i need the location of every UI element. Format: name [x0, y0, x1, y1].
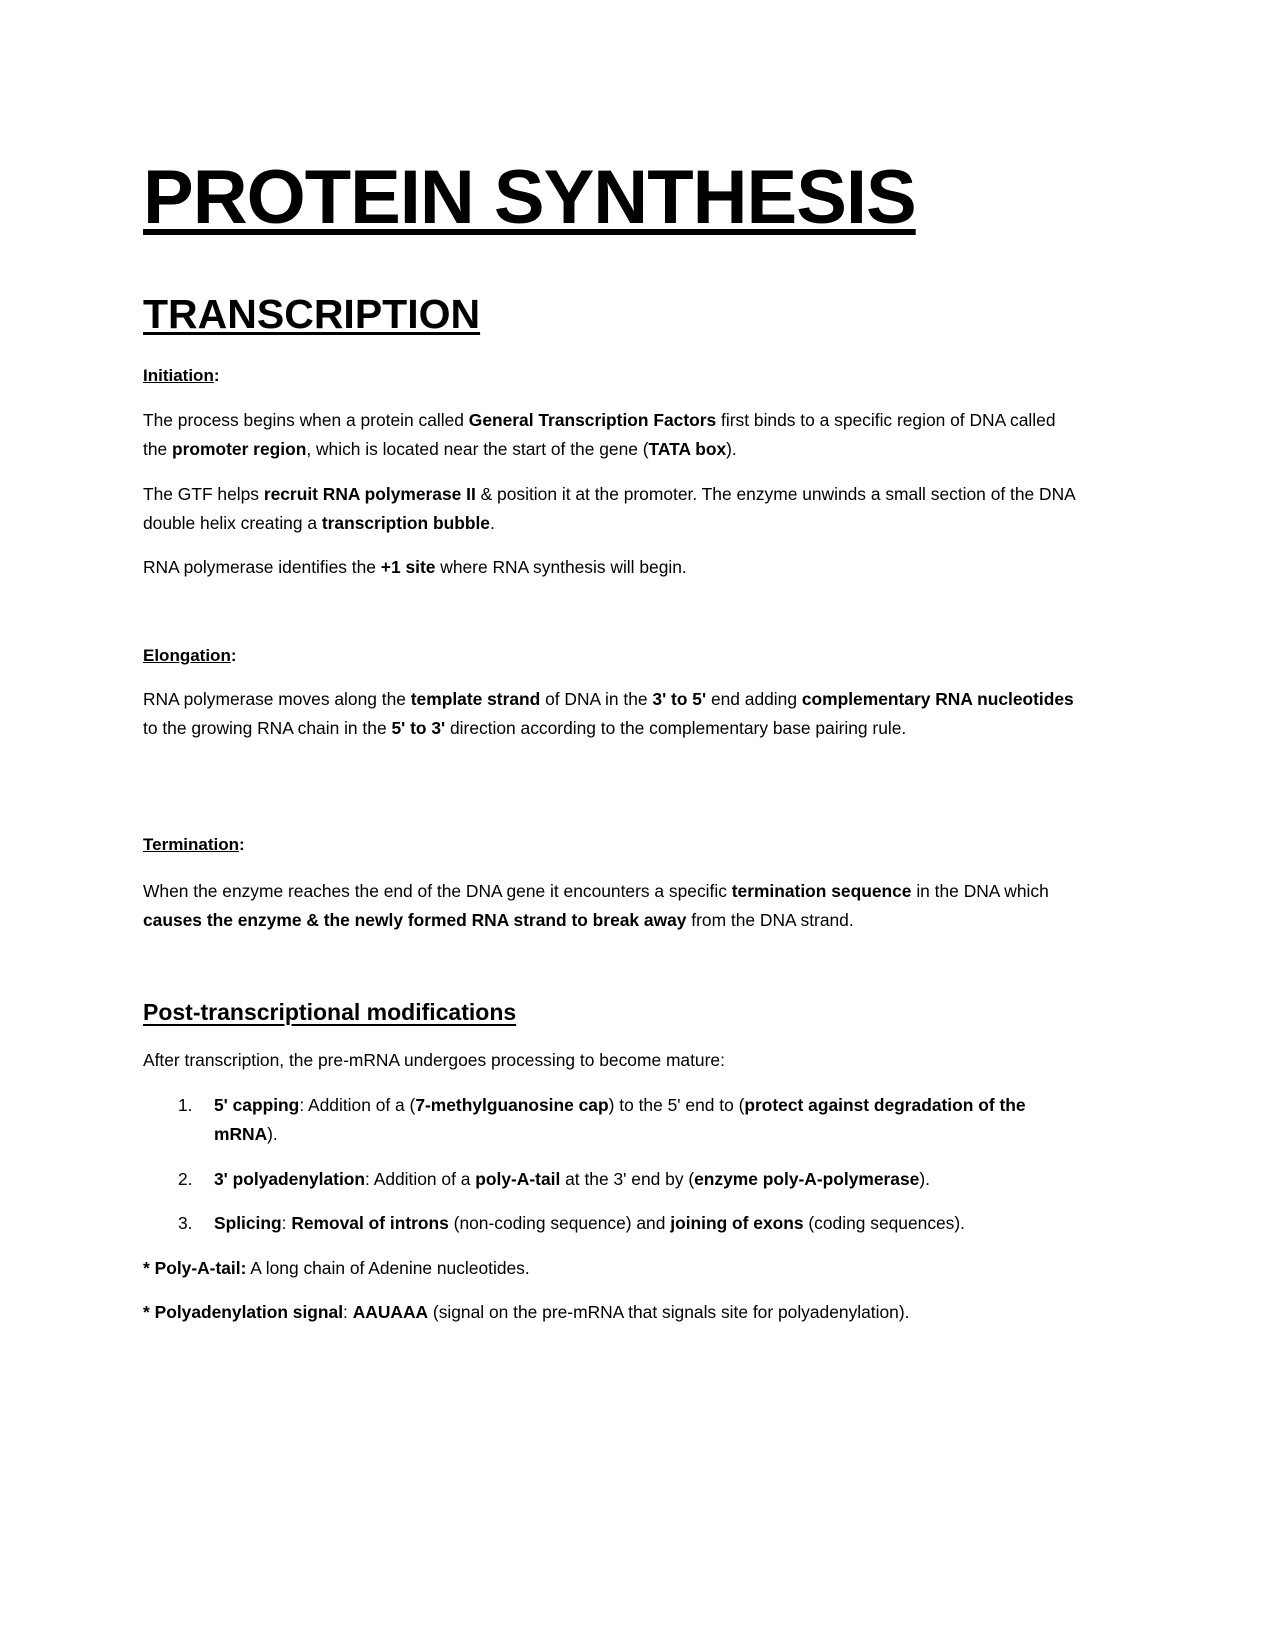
subheading-initiation [143, 363, 220, 389]
text-run: A long chain of Adenine nucleotides. [246, 1258, 530, 1278]
subheading-elongation [143, 643, 237, 669]
bold-term: protect against degradation of the mRNA [214, 1095, 1026, 1144]
bold-term: poly-A-tail [475, 1169, 561, 1189]
text-run: at the 3' end by ( [560, 1169, 695, 1189]
text-run: (coding sequences). [803, 1213, 966, 1233]
bold-term: recruit RNA polymerase II [263, 484, 476, 504]
page-title: PROTEIN SYNTHESIS [143, 155, 916, 240]
text-run: RNA polymerase moves along the [143, 689, 411, 709]
list-item [178, 1165, 1078, 1194]
text-run: of DNA in the [540, 689, 653, 709]
bold-term: +1 site [380, 557, 436, 577]
list-item [178, 1091, 1078, 1149]
text-run: ). [267, 1124, 278, 1144]
text-run: : Addition of a [365, 1169, 476, 1189]
text-run: end adding [706, 689, 802, 709]
text-run: first binds to a specific region of DNA called the [143, 410, 1056, 459]
bold-term: complementary RNA nucleotides [801, 689, 1074, 709]
text-run: : Addition of a ( [299, 1095, 416, 1115]
bold-term: termination sequence [731, 881, 912, 901]
bold-term: joining of exons [670, 1213, 804, 1233]
text-run: where RNA synthesis will begin. [435, 557, 687, 577]
subheading-colon: : [239, 835, 245, 854]
list-number: 1. [178, 1095, 193, 1115]
subheading-initiation-label: Initiation [143, 366, 214, 385]
bold-term: 5' capping [214, 1095, 300, 1115]
list-item-text [214, 1209, 1078, 1238]
bold-term: template strand [410, 689, 541, 709]
text-run: (non-coding sequence) and [448, 1213, 671, 1233]
bold-term: causes the enzyme & the newly formed RNA strand to break away [143, 910, 687, 930]
list-item-text [214, 1091, 1078, 1149]
text-run: ). [726, 439, 737, 459]
initiation-paragraph-3 [143, 553, 1078, 582]
section-heading-transcription: TRANSCRIPTION [143, 291, 481, 337]
bold-term: * Poly-A-tail: [143, 1258, 247, 1278]
subheading-termination-label: Termination [143, 835, 240, 854]
text-run: , which is located near the start of the gene ( [306, 439, 649, 459]
subheading-termination [143, 832, 245, 858]
bold-term: transcription bubble [321, 513, 490, 533]
note-polyadenylation-signal [143, 1298, 1078, 1327]
post-intro-paragraph: After transcription, the pre-mRNA undergoes processing to become mature: [143, 1050, 725, 1070]
bold-term: Removal of introns [291, 1213, 449, 1233]
text-run: . [489, 513, 495, 533]
subheading-colon: : [213, 366, 220, 385]
text-run: in the DNA which [911, 881, 1049, 901]
text-run: ). [919, 1169, 930, 1189]
bold-term: General Transcription Factors [468, 410, 717, 430]
initiation-paragraph-2 [143, 480, 1078, 538]
text-run: (signal on the pre-mRNA that signals site for polyadenylation). [428, 1302, 910, 1322]
text-run: direction according to the complementary base pairing rule. [445, 718, 907, 738]
text-run: When the enzyme reaches the end of the DNA gene it encounters a specific [143, 881, 732, 901]
note-poly-a-tail [143, 1254, 1078, 1283]
bold-term: AAUAAA [352, 1302, 429, 1322]
text-run: to the growing RNA chain in the [143, 718, 392, 738]
initiation-paragraph-1 [143, 406, 1078, 464]
text-run: The process begins when a protein called [143, 410, 469, 430]
bold-term: Splicing [214, 1213, 282, 1233]
bold-term: 3' to 5' [652, 689, 707, 709]
text-run: : [281, 1213, 292, 1233]
bold-term: 7-methylguanosine cap [415, 1095, 609, 1115]
termination-paragraph [143, 877, 1078, 935]
text-run: The GTF helps [143, 484, 264, 504]
elongation-paragraph [143, 685, 1078, 743]
text-run: & position it at the promoter. The enzyme unwinds a small section of the DNA double helix creating a [143, 484, 1075, 533]
section-heading-post-transcriptional: Post-transcriptional modifications [143, 999, 517, 1025]
text-run: RNA polymerase identifies the [143, 557, 381, 577]
subheading-colon: : [230, 646, 237, 665]
bold-term: 5' to 3' [391, 718, 446, 738]
text-run: ) to the 5' end to ( [608, 1095, 745, 1115]
list-number: 2. [178, 1169, 193, 1189]
bold-term: * Polyadenylation signal [143, 1302, 344, 1322]
bold-term: enzyme poly-A-polymerase [694, 1169, 920, 1189]
subheading-elongation-label: Elongation [143, 646, 231, 665]
list-number: 3. [178, 1213, 193, 1233]
bold-term: TATA box [648, 439, 727, 459]
list-item-text [214, 1165, 1078, 1194]
bold-term: promoter region [172, 439, 307, 459]
list-item [178, 1209, 1078, 1238]
bold-term: 3' polyadenylation [214, 1169, 366, 1189]
text-run: from the DNA strand. [686, 910, 854, 930]
text-run: : [343, 1302, 353, 1322]
